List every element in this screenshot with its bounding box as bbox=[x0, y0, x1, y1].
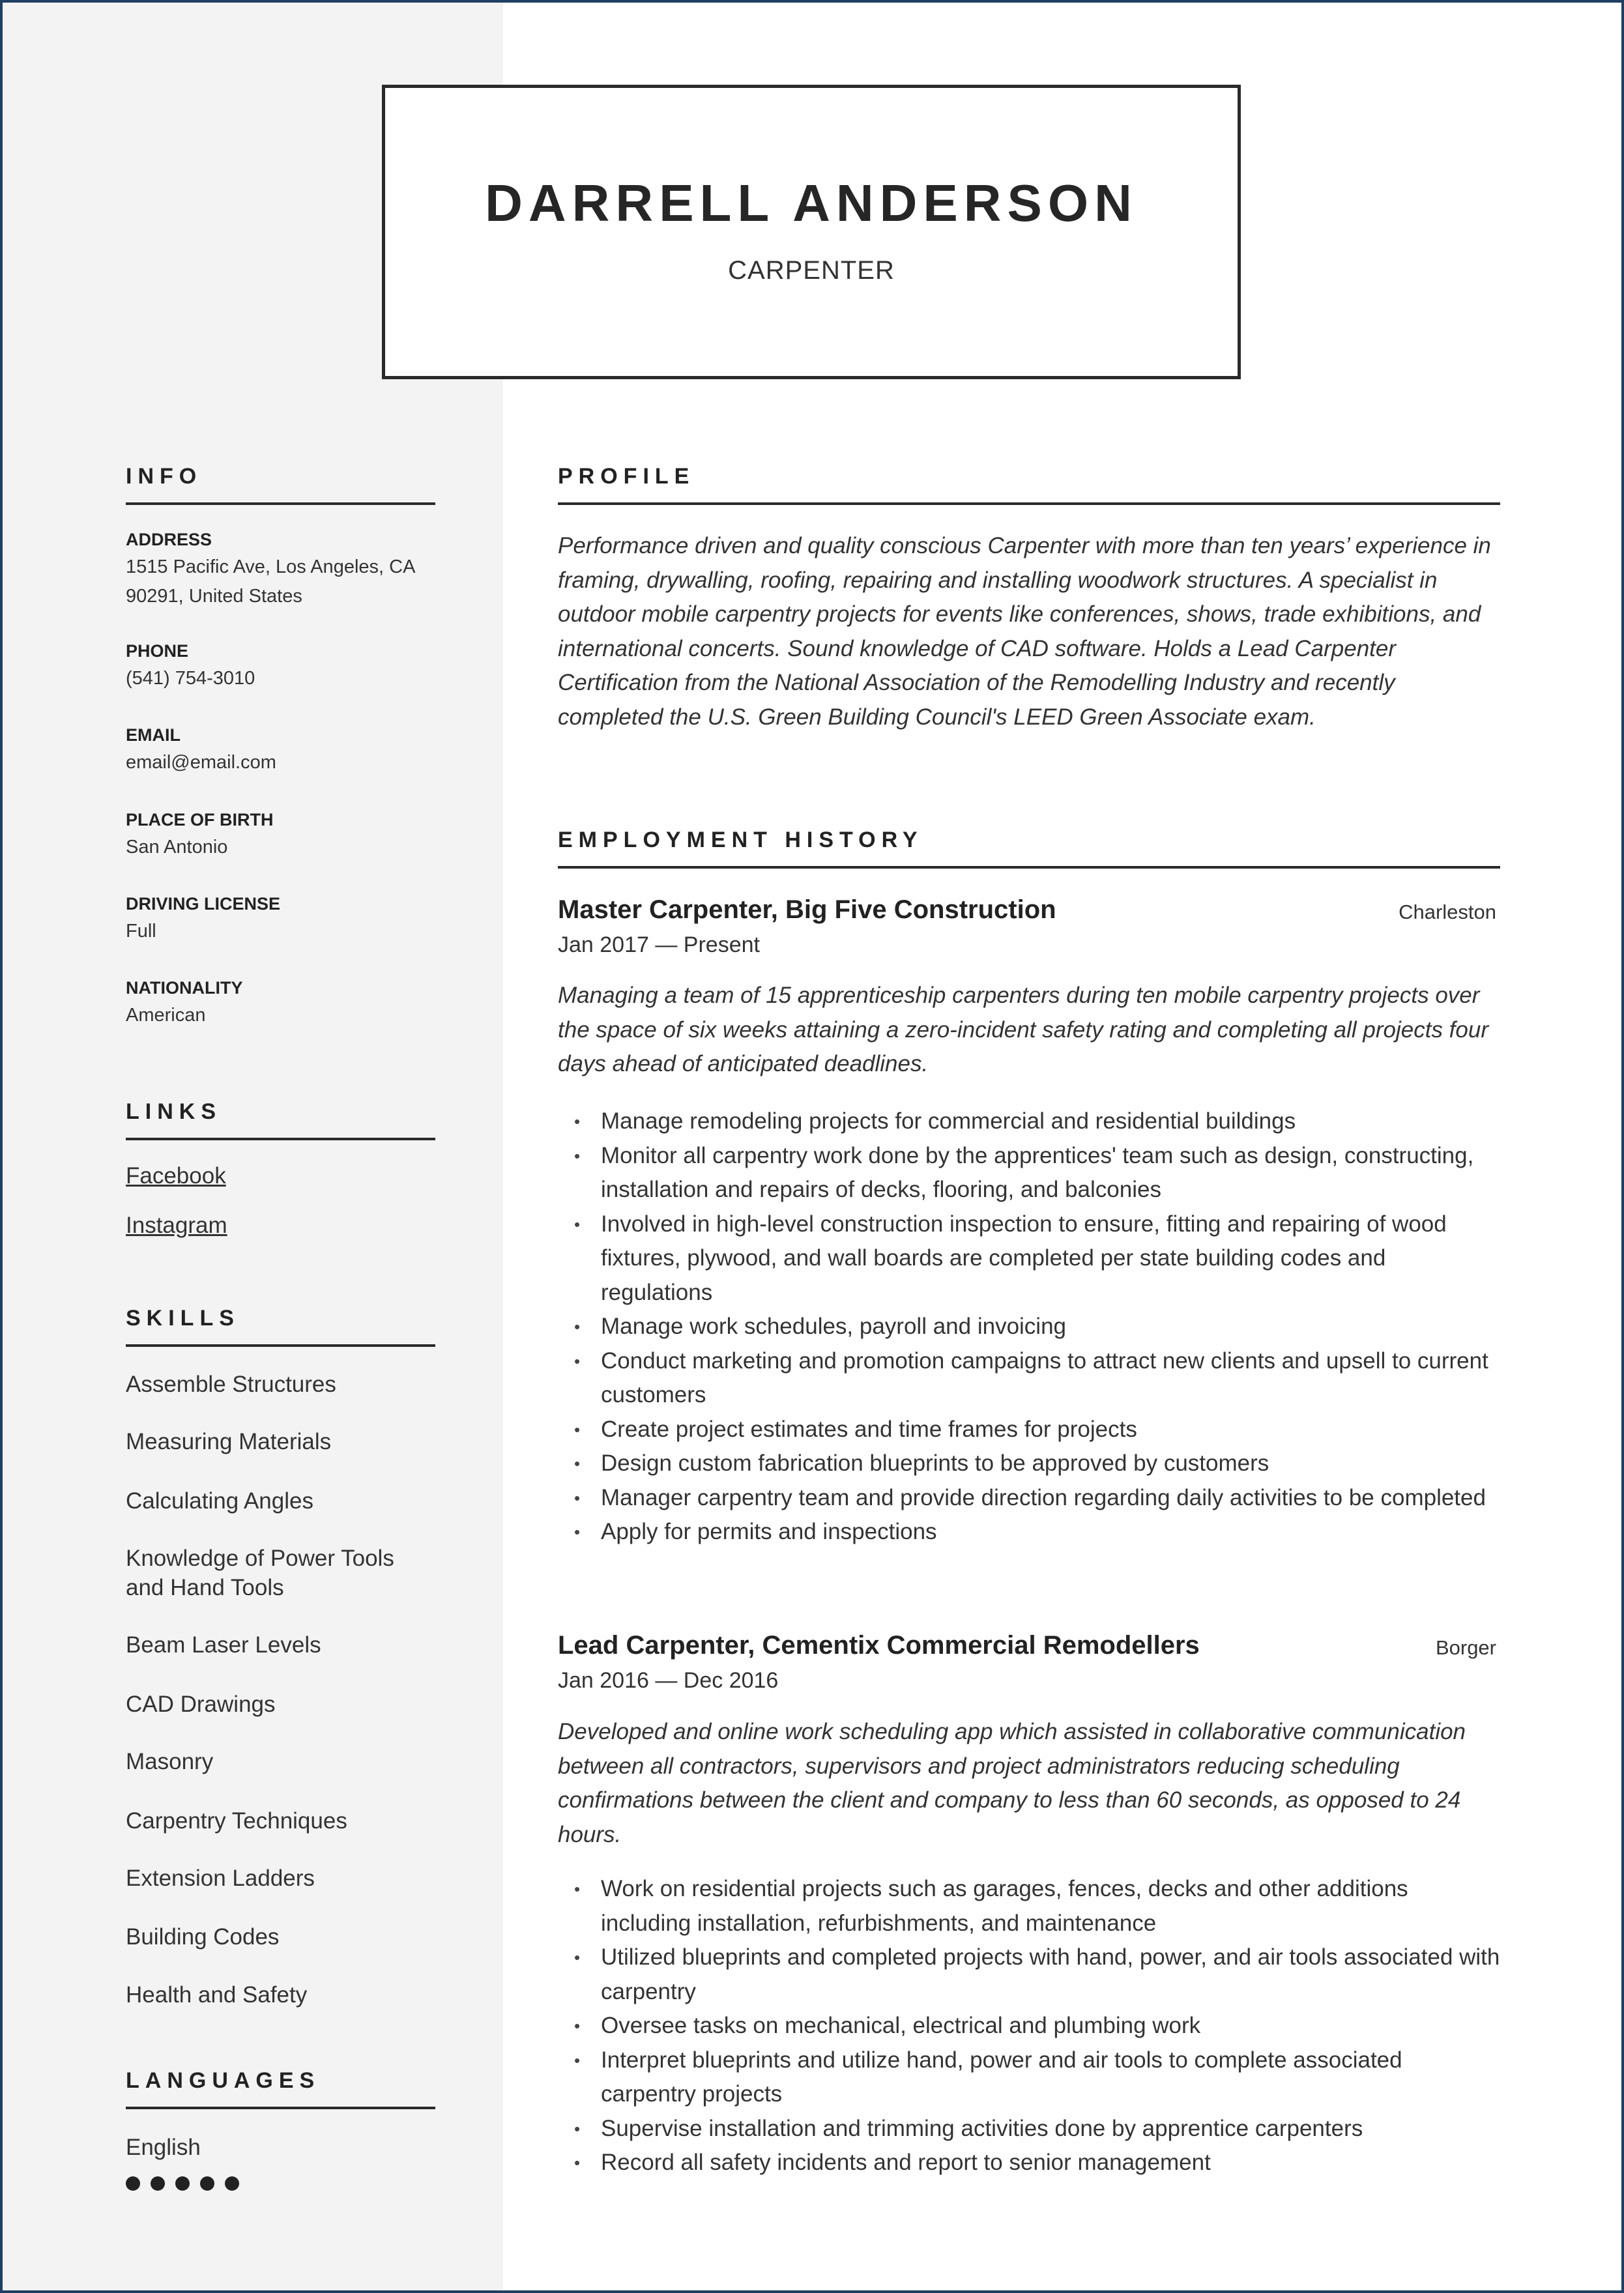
skills-heading: SKILLS bbox=[126, 1306, 240, 1331]
links-heading: LINKS bbox=[126, 1099, 222, 1124]
skill-item: Health and Safety bbox=[126, 1982, 308, 2008]
list-item: • Conduct marketing and promotion campaigns to attract new clients and upsell to current customers bbox=[558, 1344, 1500, 1413]
level-dot bbox=[200, 2176, 214, 2191]
profile-divider bbox=[558, 502, 1500, 505]
language-level bbox=[126, 2176, 239, 2191]
skill-item: Carpentry Techniques bbox=[126, 1808, 347, 1834]
job-header bbox=[558, 1631, 1496, 1694]
list-item: • Apply for permits and inspections bbox=[558, 1515, 1500, 1550]
skill-item: Building Codes bbox=[126, 1924, 280, 1950]
info-heading: INFO bbox=[126, 464, 203, 489]
skill-item: Beam Laser Levels bbox=[126, 1632, 321, 1658]
info-section bbox=[126, 464, 435, 1026]
link-facebook[interactable]: Facebook bbox=[126, 1163, 226, 1189]
info-value: San Antonio bbox=[126, 837, 228, 858]
list-item: • Interpret blueprints and utilize hand, power and air tools to complete associated carpentry projects bbox=[558, 2043, 1500, 2112]
skill-item: Measuring Materials bbox=[126, 1429, 332, 1454]
level-dot bbox=[151, 2176, 165, 2191]
list-item: • Supervise installation and trimming activities done by apprentice carpenters bbox=[558, 2112, 1500, 2146]
list-item: • Create project estimates and time frames for projects bbox=[558, 1413, 1500, 1447]
job-dates: Jan 2017 — Present bbox=[558, 932, 760, 957]
employment-section bbox=[558, 828, 1500, 2175]
info-label: NATIONALITY bbox=[126, 978, 243, 998]
list-item: • Monitor all carpentry work done by the apprentices' team such as design, constructing, installation and repairs of decks, flooring, and balconies bbox=[558, 1139, 1500, 1207]
level-dot bbox=[225, 2176, 239, 2191]
list-item: • Record all safety incidents and report to senior management bbox=[558, 2146, 1500, 2180]
info-value: (541) 754-3010 bbox=[126, 668, 255, 689]
list-item: • Oversee tasks on mechanical, electrical and plumbing work bbox=[558, 2009, 1500, 2043]
list-item: • Utilized blueprints and completed projects with hand, power, and air tools associated with carpentry bbox=[558, 1940, 1500, 2009]
languages-section bbox=[126, 2068, 435, 2199]
info-divider bbox=[126, 502, 435, 505]
info-label: PLACE OF BIRTH bbox=[126, 810, 274, 829]
list-item: • Manage remodeling projects for commercial and residential buildings bbox=[558, 1104, 1500, 1139]
info-label: EMAIL bbox=[126, 725, 181, 745]
info-value: Full bbox=[126, 921, 156, 942]
job-dates: Jan 2016 — Dec 2016 bbox=[558, 1668, 779, 1693]
skill-item: Masonry bbox=[126, 1749, 214, 1774]
list-item: • Work on residential projects such as garages, fences, decks and other additions including installation, refurbishments, and maintenance bbox=[558, 1872, 1500, 1940]
skill-item: Calculating Angles bbox=[126, 1488, 313, 1514]
info-label: ADDRESS bbox=[126, 530, 212, 549]
job-location: Charleston bbox=[1399, 901, 1496, 923]
info-phone bbox=[126, 641, 435, 693]
list-item: • Involved in high-level construction inspection to ensure, fitting and repairing of wood fixtures, plywood, and wall boards are completed per state building codes and regulations bbox=[558, 1207, 1500, 1310]
job-header bbox=[558, 895, 1496, 958]
candidate-title: CARPENTER bbox=[728, 256, 895, 285]
skill-item: Assemble Structures bbox=[126, 1372, 336, 1397]
job-bullets bbox=[558, 1872, 1500, 2180]
candidate-name: DARRELL ANDERSON bbox=[485, 174, 1138, 232]
language-name: English bbox=[126, 2135, 201, 2160]
job-summary: Managing a team of 15 apprenticeship carpenters during ten mobile carpentry projects over the space of six weeks attaining a zero-incident safety rating and completing all projects four days ahead of anticipated deadlines. bbox=[558, 983, 1488, 1076]
employment-heading: EMPLOYMENT HISTORY bbox=[558, 828, 923, 852]
profile-heading: PROFILE bbox=[558, 464, 695, 489]
job-summary: Developed and online work scheduling app which assisted in collaborative communication between all contractors, supervisors and project administrators reducing scheduling confirmations between the client and company to less than 60 seconds, as opposed to 24 hours. bbox=[558, 1719, 1466, 1847]
info-value: email@email.com bbox=[126, 752, 276, 773]
info-nationality bbox=[126, 978, 435, 1030]
job-location: Borger bbox=[1435, 1636, 1496, 1659]
level-dot bbox=[126, 2176, 140, 2191]
level-dot bbox=[175, 2176, 190, 2191]
skills-divider bbox=[126, 1344, 435, 1347]
info-address bbox=[126, 530, 435, 611]
info-label: DRIVING LICENSE bbox=[126, 894, 281, 914]
employment-divider bbox=[558, 866, 1500, 869]
profile-text: Performance driven and quality conscious Carpenter with more than ten years’ experience in framing, drywalling, roofing, repairing and installing woodwork structures. A specialist in outdoor mobile carpentry projects for events like conferences, shows, trade exhibitions, and international concerts. Sound knowledge of CAD software. Holds a Lead Carpenter Certification from the National Association of the Remodelling Industry and recently completed the U.S. Green Building Council's LEED Green Associate exam. bbox=[558, 533, 1491, 730]
skill-item: Extension Ladders bbox=[126, 1866, 315, 1891]
skill-item: CAD Drawings bbox=[126, 1692, 276, 1717]
list-item: • Design custom fabrication blueprints to be approved by customers bbox=[558, 1447, 1500, 1481]
languages-heading: LANGUAGES bbox=[126, 2068, 321, 2093]
info-driving-license bbox=[126, 894, 435, 946]
name-header-box bbox=[382, 85, 1241, 379]
languages-divider bbox=[126, 2107, 435, 2109]
list-item: • Manager carpentry team and provide direction regarding daily activities to be completed bbox=[558, 1481, 1500, 1516]
info-place-of-birth bbox=[126, 810, 435, 862]
profile-section bbox=[558, 464, 1500, 734]
info-value: 1515 Pacific Ave, Los Angeles, CA 90291, United States bbox=[126, 556, 414, 607]
list-item: • Manage work schedules, payroll and invoicing bbox=[558, 1310, 1500, 1344]
job-title: Lead Carpenter, Cementix Commercial Remodellers bbox=[558, 1631, 1200, 1660]
links-divider bbox=[126, 1138, 435, 1140]
job-bullets bbox=[558, 1104, 1500, 1550]
info-value: American bbox=[126, 1005, 206, 1026]
info-email bbox=[126, 725, 435, 777]
job-title: Master Carpenter, Big Five Construction bbox=[558, 895, 1056, 924]
skill-item: Knowledge of Power Tools and Hand Tools bbox=[126, 1546, 394, 1600]
skills-section bbox=[126, 1306, 435, 2008]
links-section bbox=[126, 1099, 435, 1238]
link-instagram[interactable]: Instagram bbox=[126, 1213, 227, 1238]
info-label: PHONE bbox=[126, 641, 189, 661]
